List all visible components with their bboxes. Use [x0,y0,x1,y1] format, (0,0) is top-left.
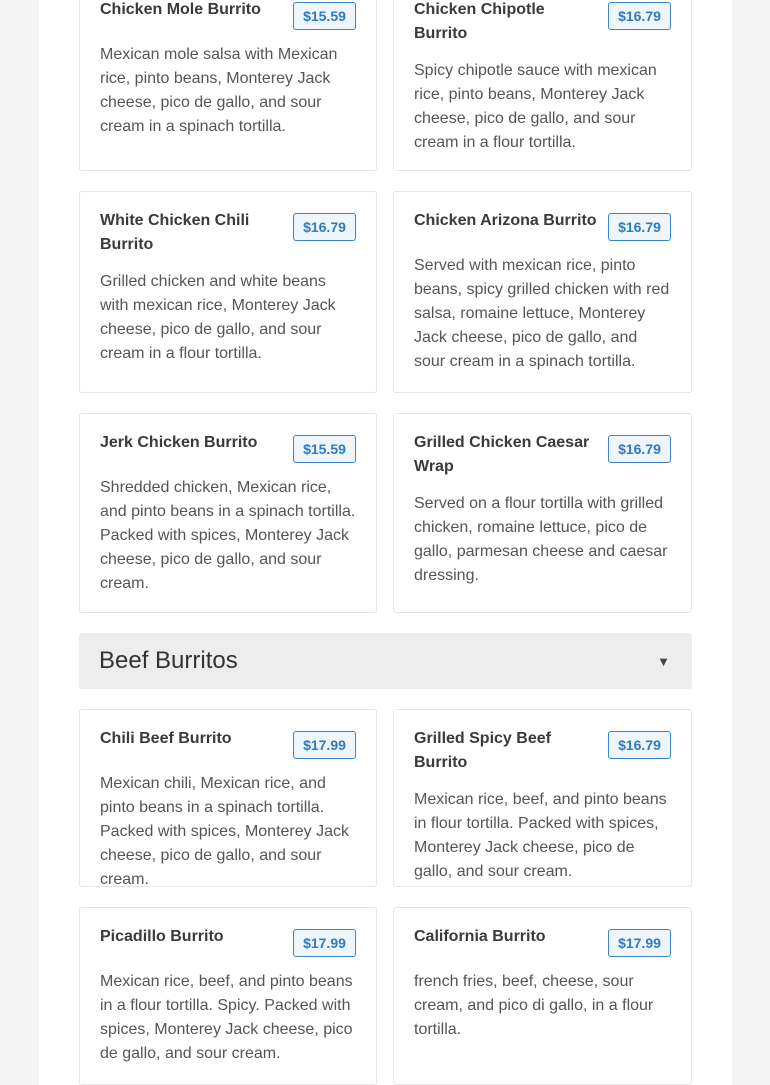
menu-item-price: $16.79 [608,213,671,241]
menu-item-price: $17.99 [608,929,671,957]
menu-item-description: Mexican rice, beef, and pinto beans in a flour tortilla. Spicy. Packed with spices, Monterey Jack cheese, pico de gallo, and sour cream. [100,973,353,1062]
menu-item-price: $15.59 [293,2,356,30]
chicken-burritos-grid [79,0,692,613]
menu-item-description: french fries, beef, cheese, sour cream, and pico di gallo, in a flour tortilla. [414,973,654,1038]
menu-item-price: $16.79 [293,213,356,241]
menu-item-description: Spicy chipotle sauce with mexican rice, pinto beans, Monterey Jack cheese, pico de gallo, and sour cream in a flour tortilla. [414,62,657,151]
menu-item-description: Mexican chili, Mexican rice, and pinto beans in a spinach tortilla. Packed with spices, Monterey Jack cheese, pico de gallo, and sour cream. [100,775,349,888]
menu-item-price: $16.79 [608,435,671,463]
beef-burritos-grid [79,709,692,1085]
menu-item-name: Chili Beef Burrito [100,730,232,747]
collapse-caret-icon[interactable]: ▼ [657,653,670,669]
menu-item-description: Served on a flour tortilla with grilled chicken, romaine lettuce, pico de gallo, parmesan cheese and caesar dressing. [414,495,668,584]
menu-item-card[interactable] [393,709,692,887]
menu-item-name: Picadillo Burrito [100,928,224,945]
menu-item-price: $16.79 [608,2,671,30]
menu-item-name: Grilled Spicy Beef Burrito [414,730,551,771]
menu-item-card[interactable] [79,907,377,1085]
menu-item-card[interactable] [79,191,377,393]
menu-item-card[interactable] [393,907,692,1085]
menu-item-price: $16.79 [608,731,671,759]
menu-item-description: Mexican mole salsa with Mexican rice, pinto beans, Monterey Jack cheese, pico de gallo, and sour cream in a spinach tortilla. [100,46,338,135]
menu-item-card[interactable] [79,413,377,613]
menu-item-description: Shredded chicken, Mexican rice, and pinto beans in a spinach tortilla. Packed with spices, Monterey Jack cheese, pico de gallo, and sour cream. [100,479,356,592]
menu-item-name: Grilled Chicken Caesar Wrap [414,434,590,475]
menu-item-card[interactable] [79,709,377,887]
beef-burritos-section-header[interactable] [79,633,692,689]
menu-page [39,0,732,1085]
menu-item-price: $17.99 [293,731,356,759]
menu-item-name: White Chicken Chili Burrito [100,212,250,253]
menu-item-name: Chicken Chipotle Burrito [414,1,545,42]
menu-item-description: Grilled chicken and white beans with mexican rice, Monterey Jack cheese, pico de gallo, and sour cream in a flour tortilla. [100,273,336,362]
menu-item-name: California Burrito [414,928,546,945]
menu-item-card[interactable] [393,191,692,393]
menu-item-name: Chicken Arizona Burrito [414,212,597,229]
section-title: Beef Burritos [99,647,238,674]
menu-item-price: $17.99 [293,929,356,957]
menu-item-price: $15.59 [293,435,356,463]
menu-item-name: Chicken Mole Burrito [100,1,261,18]
menu-item-description: Served with mexican rice, pinto beans, spicy grilled chicken with red salsa, romaine lettuce, Monterey Jack cheese, pico de gallo, and sour cream in a spinach tortilla. [414,257,670,370]
menu-item-card[interactable] [79,0,377,171]
menu-item-name: Jerk Chicken Burrito [100,434,258,451]
menu-item-description: Mexican rice, beef, and pinto beans in flour tortilla. Packed with spices, Monterey Jack cheese, pico de gallo, and sour cream. [414,791,667,880]
menu-item-card[interactable] [393,0,692,171]
menu-item-card[interactable] [393,413,692,613]
